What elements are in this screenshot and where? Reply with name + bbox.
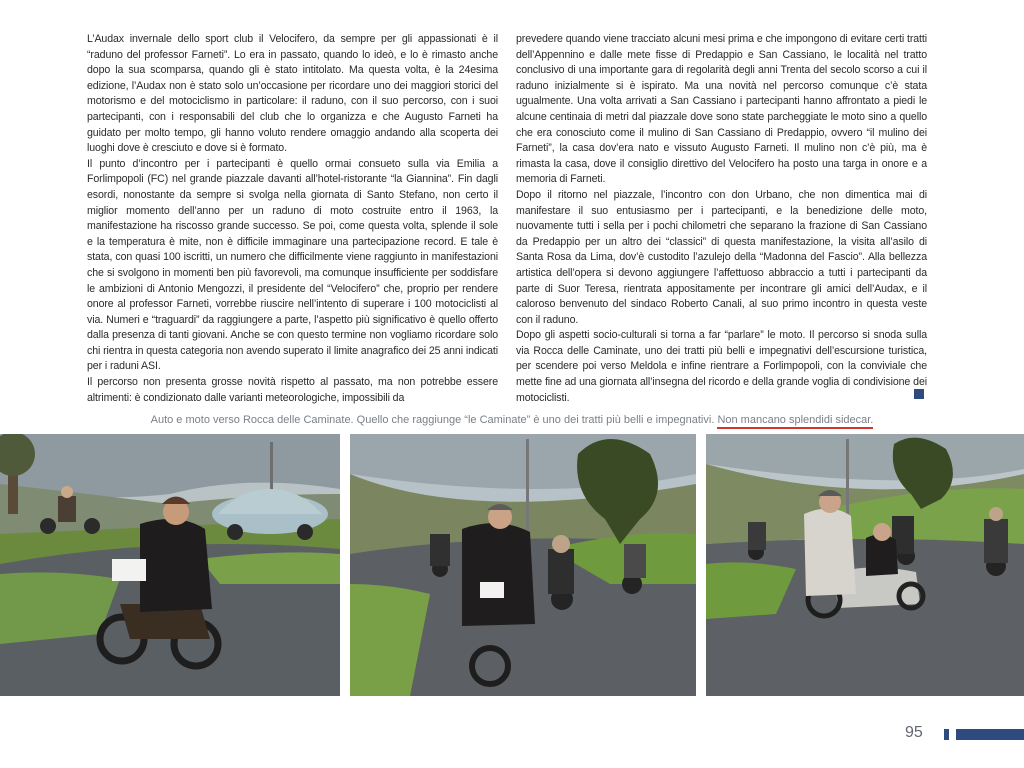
photo-group-of-riders bbox=[350, 434, 696, 696]
photo-motorcycle-rider bbox=[0, 434, 340, 696]
photo-sidecar bbox=[706, 434, 1024, 696]
photo-image bbox=[0, 434, 340, 696]
footer-accent-mark bbox=[944, 729, 949, 740]
caption-text: Auto e moto verso Rocca delle Caminate. Quello che raggiunge “le Caminate” è uno dei tratti più belli e impegnativi. bbox=[150, 414, 718, 426]
page-number: 95 bbox=[905, 724, 923, 741]
article-column-left: L’Audax invernale dello sport club il Velocifero, da sempre per gli appassionati è il “raduno del professor Farneti”. Lo era in passato, quando lo ideò, e lo è rimasto anche dopo la sua scomparsa, quando gli è stato intitolato. Ma questa volta, è la 24esima edizione, l’Audax non è stato solo un’occasione per ricordare uno dei maggiori storici del motorismo e del motociclismo in particolare: il raduno, con il suo percorso, con i suoi partecipanti, con i responsabili del club che lo organizza e che Augusto Farneti ha guidato per molto tempo, gli hanno voluto rendere omaggio andando alla scoperta dei luoghi dove è cresciuto e dove si è formato. Il punto d’incontro per i partecipanti è quello ormai consueto sulla via Emilia a Forlimpopoli (FC) nel grande piazzale davanti all’hotel-ristorante “la Giannina”. Fin dagli esordi, nonostante da sempre si svolga nella giornata di Santo Stefano, non certo il miglior momento dell’anno per un raduno di moto costruite entro il 1963, la manifestazione ha riscosso grande successo. Se poi, come questa volta, splende il sole e la temperatura è mite, non è difficile immaginare una partecipazione record. E tale è stata, con quasi 100 iscritti, un numero che difficilmente viene raggiunto in manifestazioni che si svolgono in momenti ben più favorevoli, ma comunque insufficiente per soddisfare le ambizioni di Antonio Mengozzi, il presidente del “Velocifero” che, proprio per rendere onore al professor Farneti, vorrebbe riuscire nell’intento di superare i 100 motociclisti al via. Numeri e “traguardi” da raggiungere a parte, l’aspetto più significativo è quello offerto dalla presenza di tanti giovani. Anche se con questo termine non vogliamo ricordare solo chi rientra in questa categoria non avendo superato il limite anagrafico dei 25 anni indicati per i raduni ASI. Il percorso non presenta grosse novità rispetto al passato, ma non potrebbe essere altrimenti: è condizionato dalle varianti meteorologiche, impossibili da bbox=[87, 33, 498, 404]
article-column-right: prevedere quando viene tracciato alcuni mesi prima e che impongono di evitare certi tratti dell’Appennino e dalle mete fisse di Predappio e San Cassiano, le località nel tratto conclusivo di una importante gara di regolarità degli anni Trenta del secolo scorso a cui il raduno inizialmente si è ispirato. Ma una novità nel percorso comunque c’è stata ugualmente. Una volta arrivati a San Cassiano i partecipanti hanno affrontato a piedi le alcune centinaia di metri dal piazzale dove sono state parcheggiate le moto sino a quello che era conosciuto come il mulino di San Cassiano di Predappio, ovvero “il mulino dei Farneti”, la casa dov’era nato e vissuto Augusto Farneti. Il mulino non c’è più, ma è rimasta la casa, dove il consiglio direttivo del Velocifero ha posto una targa in onore e a memoria di Farneti. Dopo il ritorno nel piazzale, l’incontro con don Urbano, che non dimentica mai di manifestare il suo entusiasmo per i partecipanti, e la benedizione delle moto, nuovamente tutti i sella per i pochi chilometri che separano la frazione di San Cassiano da Predappio per un altro dei “classici” di questa manifestazione, la visita all’asilo di Santa Rosa da Lima, dov’è custodito l’azulejo della “Madonna del Fascio”. Alla bellezza artistica dell’opera si devono aggiungere l’affettuoso abbraccio a tutti i partecipanti da parte di Suor Teresa, rientrata appositamente per incontrare gli amici dell’Audax, e il caloroso benvenuto del sindaco Roberto Canali, al suo primo incontro in questa veste con il raduno. Dopo gli aspetti socio-culturali si torna a far “parlare” le moto. Il percorso si snoda sulla via Rocca delle Caminate, uno dei tratti più belli e impegnativi dell’escursione turistica, per scendere poi verso Meldola e infine rientrare a Forlimpopoli, con la conviviale che mette fine ad una giornata all’insegna del ricordo e della grande voglia di condivisione dei motociclisti. bbox=[516, 33, 927, 404]
photo-image bbox=[706, 434, 1024, 696]
photo-caption bbox=[0, 414, 1024, 426]
photo-image bbox=[350, 434, 696, 696]
caption-highlight: Non mancano splendidi sidecar. bbox=[717, 414, 873, 429]
footer-accent-bar bbox=[956, 729, 1024, 740]
article-end-mark bbox=[914, 389, 924, 399]
